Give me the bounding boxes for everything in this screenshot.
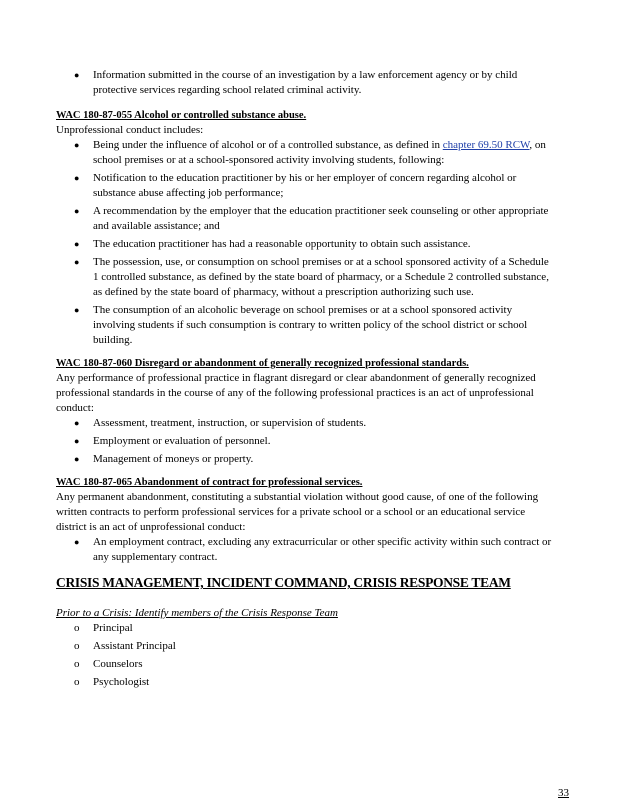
section-intro: Unprofessional conduct includes: xyxy=(56,124,204,136)
bullet-list xyxy=(56,416,556,467)
intro-list xyxy=(56,68,556,98)
section-wac-180-87-060 xyxy=(56,356,556,467)
crisis-section-title: CRISIS MANAGEMENT, INCIDENT COMMAND, CRISIS RESPONSE TEAM xyxy=(56,575,511,590)
bullet-list xyxy=(56,535,556,565)
list-item-text: Information submitted in the course of an investigation by a law enforcement agency or by child protective services regarding school related criminal activity. xyxy=(93,69,518,96)
page-number: 33 xyxy=(558,787,569,799)
bullet-icon: ● xyxy=(74,239,80,249)
list-item-text: Assessment, treatment, instruction, or supervision of students. xyxy=(93,417,367,429)
list-item-text: Notification to the education practitioner by his or her employer of concern regarding alcohol or substance abuse affecting job performance; xyxy=(93,172,517,199)
list-item xyxy=(56,657,556,672)
section-heading: WAC 180-87-065 Abandonment of contract for professional services. xyxy=(56,477,363,488)
list-item-text: A recommendation by the employer that the education practitioner seek counseling or other appropriate and available assistance; and xyxy=(93,205,549,232)
list-item xyxy=(56,255,556,300)
list-item xyxy=(56,171,556,201)
list-item xyxy=(56,535,556,565)
bullet-icon: ● xyxy=(74,173,80,183)
bullet-icon: ● xyxy=(74,257,80,267)
rcw-chapter-link[interactable]: chapter 69.50 RCW xyxy=(442,139,530,151)
crisis-team-list xyxy=(56,621,556,690)
section-intro: Any permanent abandonment, constituting a substantial violation without good cause, of one of the following written contracts to perform professional services for a private school or a school or an educational service district is an act of unprofessional conduct: xyxy=(56,491,539,533)
list-item xyxy=(56,204,556,234)
list-item xyxy=(56,621,556,636)
list-item-text: Employment or evaluation of personnel. xyxy=(93,435,271,447)
list-item xyxy=(56,434,556,449)
bullet-icon: ● xyxy=(74,418,80,428)
list-item xyxy=(56,452,556,467)
circle-bullet-icon: o xyxy=(74,640,80,652)
list-item-text: The education practitioner has had a reasonable opportunity to obtain such assistance. xyxy=(93,238,471,250)
section-intro: Any performance of professional practice in flagrant disregard or clear abandonment of generally recognized professional standards in the course of any of the following professional practices is an act of unprofessional conduct: xyxy=(56,372,536,414)
crisis-subheading: Prior to a Crisis: Identify members of the Crisis Response Team xyxy=(56,607,338,619)
list-item-text: Management of moneys or property. xyxy=(93,453,254,465)
list-item xyxy=(56,138,556,168)
list-item-text: Assistant Principal xyxy=(93,640,176,652)
bullet-icon: ● xyxy=(74,70,80,80)
list-item xyxy=(56,639,556,654)
bullet-icon: ● xyxy=(74,305,80,315)
bullet-icon: ● xyxy=(74,537,80,547)
circle-bullet-icon: o xyxy=(74,622,80,634)
list-item xyxy=(56,416,556,431)
list-item-text: An employment contract, excluding any extracurricular or other specific activity within such contract or any supplementary contract. xyxy=(93,536,552,563)
list-item xyxy=(56,237,556,252)
page-content xyxy=(56,68,556,693)
section-heading: WAC 180-87-060 Disregard or abandonment of generally recognized professional standards. xyxy=(56,358,469,369)
bullet-icon: ● xyxy=(74,454,80,464)
list-item-text: Psychologist xyxy=(93,676,150,688)
bullet-list xyxy=(56,138,556,348)
list-item-text: Being under the influence of alcohol or of a controlled substance, as defined in xyxy=(93,139,440,151)
list-item-text: Counselors xyxy=(93,658,143,670)
list-item-text: Principal xyxy=(93,622,133,634)
section-wac-180-87-055 xyxy=(56,108,556,348)
bullet-icon: ● xyxy=(74,140,80,150)
circle-bullet-icon: o xyxy=(74,658,80,670)
bullet-icon: ● xyxy=(74,206,80,216)
list-item xyxy=(56,68,556,98)
list-item-text: The possession, use, or consumption on school premises or at a school sponsored activity of a Schedule 1 controlled substance, as defined by the state board of pharmacy, or a Schedule 2 controlled substance, as defined by the state board of pharmacy, without a prescription authorizing such use. xyxy=(93,256,549,298)
list-item xyxy=(56,303,556,348)
section-wac-180-87-065 xyxy=(56,475,556,565)
section-heading: WAC 180-87-055 Alcohol or controlled substance abuse. xyxy=(56,110,307,121)
list-item-text: , on school premises or at a school-sponsored activity involving students, following: xyxy=(93,139,546,166)
list-item-text: The consumption of an alcoholic beverage on school premises or at a school sponsored activity involving students if such consumption is contrary to written policy of the school district or school building. xyxy=(93,304,528,346)
bullet-icon: ● xyxy=(74,436,80,446)
list-item xyxy=(56,675,556,690)
circle-bullet-icon: o xyxy=(74,676,80,688)
